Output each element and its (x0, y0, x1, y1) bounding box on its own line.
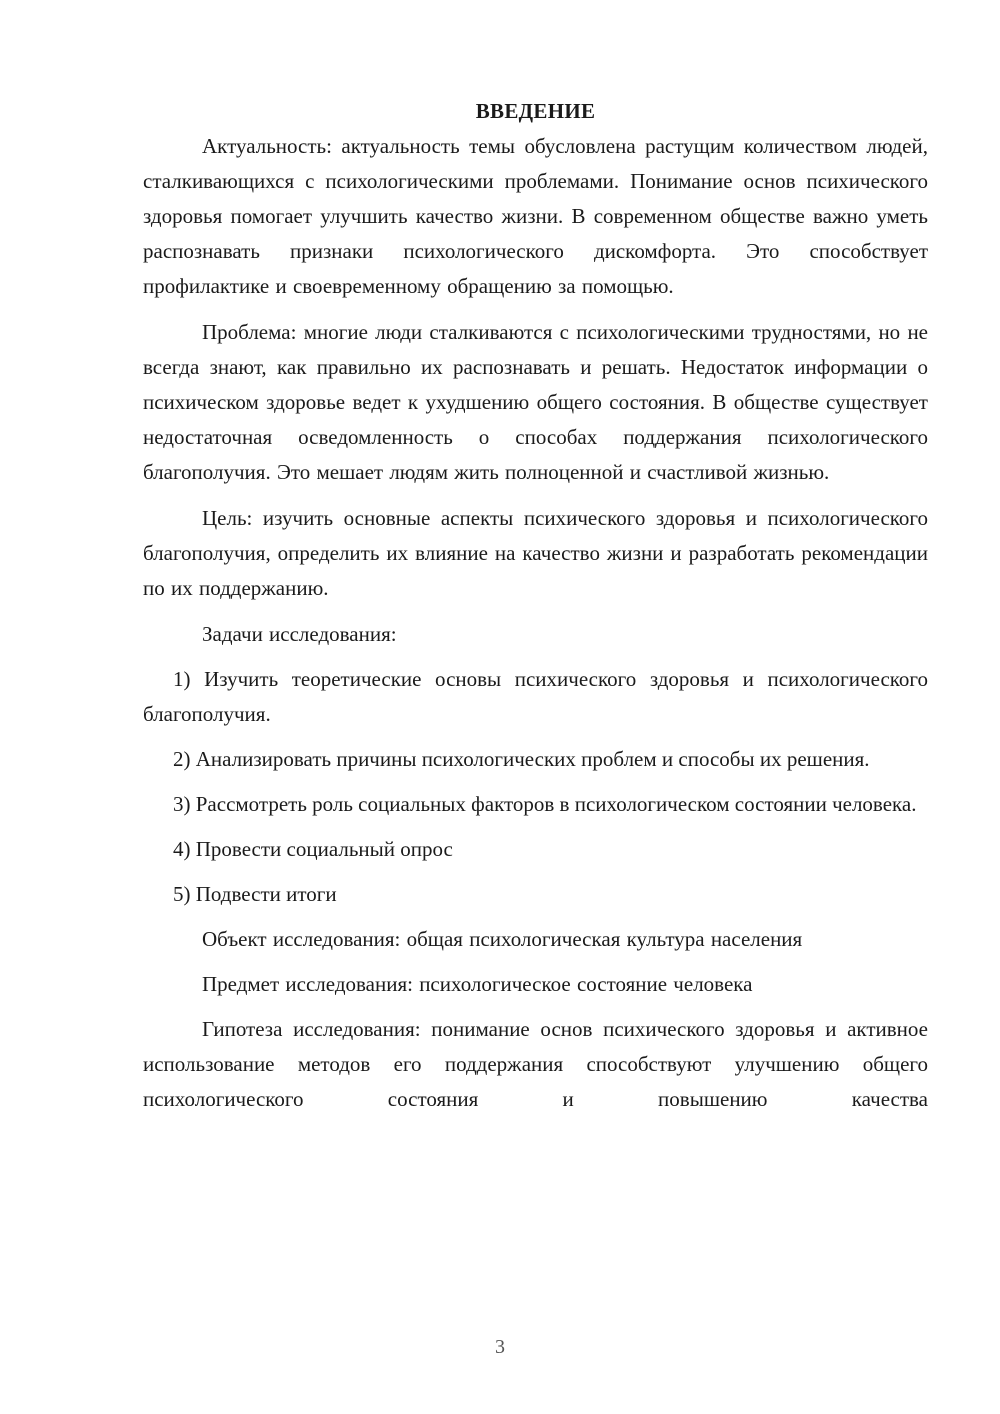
relevance-paragraph: Актуальность: актуальность темы обусловлена растущим количеством людей, сталкивающихся с психологическими проблемами. Понимание основ психического здоровья помогает улучшить качество жизни. В современном обществе важно уметь распознавать признаки психологического дискомфорта. Это способствует профилактике и своевременному обращению за помощью. (143, 134, 928, 298)
paragraph-gap (143, 606, 928, 617)
task-item-4: 4) Провести социальный опрос (173, 837, 453, 861)
section-heading: ВВЕДЕНИЕ (475, 99, 596, 123)
task-item-5: 5) Подвести итоги (173, 882, 337, 906)
paragraph-gap (143, 732, 928, 742)
paragraph-gap (143, 304, 928, 315)
tasks-title: Задачи исследования: (202, 622, 397, 646)
task-item-1: 1) Изучить теоретические основы психического здоровья и психологического благополучия. (143, 667, 928, 726)
subject-paragraph: Предмет исследования: психологическое состояние человека (202, 972, 753, 996)
paragraph-gap (143, 777, 928, 787)
problem-paragraph: Проблема: многие люди сталкиваются с психологическими трудностями, но не всегда знают, как правильно их распознавать и решать. Недостаток информации о психическом здоровье ведет к ухудшению общего состояния. В обществе существует недостаточная осведомленность о способах поддержания психологического благополучия. Это мешает людям жить полноценной и счастливой жизнью. (143, 320, 928, 484)
document-body (143, 94, 928, 1117)
paragraph-gap (143, 1002, 928, 1012)
paragraph-gap (143, 957, 928, 967)
paragraph-gap (143, 867, 928, 877)
task-item-2: 2) Анализировать причины психологических проблем и способы их решения. (173, 747, 870, 771)
goal-paragraph: Цель: изучить основные аспекты психического здоровья и психологического благополучия, определить их влияние на качество жизни и разработать рекомендации по их поддержанию. (143, 506, 928, 600)
paragraph-gap (143, 490, 928, 501)
hypothesis-paragraph: Гипотеза исследования: понимание основ психического здоровья и активное использование методов его поддержания способствуют улучшению общего психологического состояния и повышению качества (143, 1017, 928, 1111)
paragraph-gap (143, 652, 928, 662)
paragraph-gap (143, 912, 928, 922)
object-paragraph: Объект исследования: общая психологическая культура населения (202, 927, 803, 951)
page-number: 3 (495, 1336, 505, 1358)
paragraph-gap (143, 822, 928, 832)
task-item-3: 3) Рассмотреть роль социальных факторов в психологическом состоянии человека. (173, 792, 917, 816)
